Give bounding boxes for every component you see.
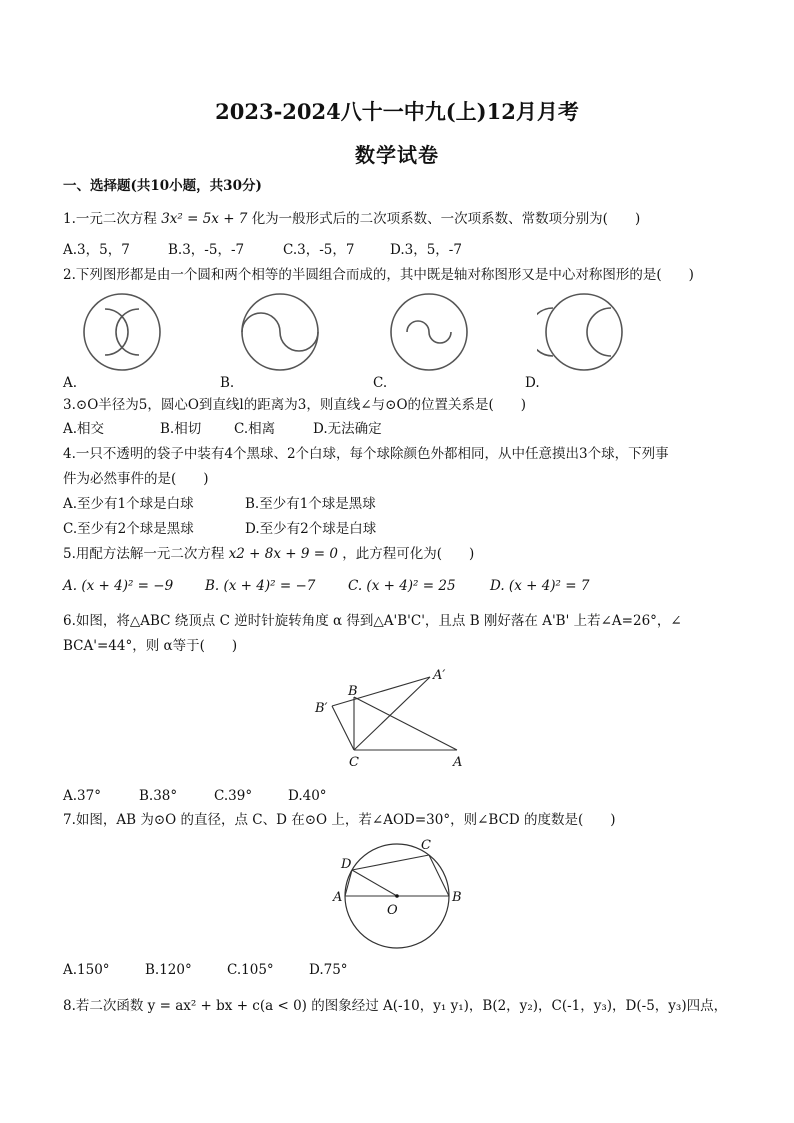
- q6-segment-b-a: [354, 697, 457, 750]
- question-6-line-2: BCA'=44°，则 α等于( ): [63, 638, 238, 654]
- q7-segment-cb: [429, 855, 449, 896]
- q5-option-b: B. (x + 4)² = −7: [205, 578, 316, 594]
- q7-option-a: A.150°: [63, 962, 110, 978]
- q7-segment-dc: [352, 855, 429, 870]
- question-4-line-1: 4.一只不透明的袋子中装有4个黑球、2个白球，每个球除颜色外都相同，从中任意摸出3个球，下列事: [63, 446, 669, 462]
- q5-suffix: ，此方程可化为( ): [342, 546, 475, 562]
- q1-option-c: C.3，-5，7: [283, 242, 355, 258]
- q1-equation: 3x² = 5x + 7: [161, 211, 248, 227]
- question-8: 8.若二次函数 y = ax² + bx + c(a < 0) 的图象经过 A(-10，y₁ y₁)，B(2，y₂)，C(-1，y₃)，D(-5，y₃)四点，: [63, 998, 728, 1014]
- q2-figure-c: [382, 292, 477, 372]
- q6-label-b: B: [348, 684, 358, 699]
- q5-equation: x2 + 8x + 9 = 0: [228, 546, 338, 562]
- question-5: [63, 545, 474, 563]
- q7-option-b: B.120°: [145, 962, 192, 978]
- question-4-line-2: 件为必然事件的是( ): [63, 471, 209, 487]
- exam-subtitle: 数学试卷: [355, 143, 439, 167]
- q7-segment-od: [352, 870, 397, 896]
- q6-label-c: C: [349, 755, 359, 770]
- q7-center-dot: [395, 894, 399, 898]
- q1-option-a: A.3，5，7: [63, 242, 130, 258]
- q7-option-c: C.105°: [227, 962, 274, 978]
- q1-prefix: 1.一元二次方程: [63, 211, 157, 227]
- q1-option-d: D.3，5，-7: [390, 242, 462, 258]
- q6-figure: [300, 664, 480, 774]
- exam-title: 2023-2024八十一中九(上)12月月考: [215, 99, 579, 124]
- q3-option-d: D.无法确定: [313, 421, 382, 437]
- q2-option-d: D.: [525, 375, 540, 391]
- question-3: 3.⊙O半径为5，圆心O到直线l的距离为3，则直线∠与⊙O的位置关系是( ): [63, 397, 527, 413]
- q4-option-c: C.至少有2个球是黑球: [63, 521, 194, 537]
- q7-label-c: C: [421, 838, 431, 853]
- q5-option-c: C. (x + 4)² = 25: [348, 578, 456, 594]
- q3-option-b: B.相切: [160, 421, 202, 437]
- q6-label-b-prime: B′: [315, 701, 328, 716]
- q2-option-c: C.: [373, 375, 388, 391]
- q7-option-d: D.75°: [309, 962, 348, 978]
- q6-label-a-prime: A′: [433, 668, 446, 683]
- question-2: 2.下列图形都是由一个圆和两个相等的半圆组合而成的，其中既是轴对称图形又是中心对称图形的是( ): [63, 267, 694, 283]
- q4-option-d: D.至少有2个球是白球: [245, 521, 377, 537]
- q5-prefix: 5.用配方法解一元二次方程: [63, 546, 225, 562]
- q4-option-b: B.至少有1个球是黑球: [245, 496, 376, 512]
- q7-label-o: O: [387, 903, 398, 918]
- section-heading: 一、选择题(共10小题，共30分): [63, 178, 262, 194]
- q7-label-d: D: [341, 857, 352, 872]
- q7-figure: [325, 834, 475, 954]
- q2-figure-b: [233, 292, 328, 372]
- q2-figure-a: [75, 292, 170, 372]
- q6-option-d: D.40°: [288, 788, 327, 804]
- q5-option-d: D. (x + 4)² = 7: [490, 578, 590, 594]
- q6-option-a: A.37°: [63, 788, 101, 804]
- q6-label-a: A: [453, 755, 463, 770]
- q1-option-b: B.3，-5，-7: [168, 242, 245, 258]
- q2-option-a: A.: [63, 375, 78, 391]
- q2-option-b: B.: [220, 375, 235, 391]
- q6-segment-b1-c: [332, 706, 354, 750]
- q3-option-c: C.相离: [234, 421, 276, 437]
- q3-option-a: A.相交: [63, 421, 105, 437]
- q6-option-c: C.39°: [214, 788, 253, 804]
- question-1: [63, 210, 640, 228]
- question-6-line-1: 6.如图，将△ABC 绕顶点 C 逆时针旋转角度 α 得到△A'B'C'，且点 B 刚好落在 A'B' 上若∠A=26°，∠: [63, 613, 682, 629]
- q2-figure-d: [537, 292, 632, 372]
- q4-option-a: A.至少有1个球是白球: [63, 496, 194, 512]
- q1-suffix: 化为一般形式后的二次项系数、一次项系数、常数项分别为( ): [251, 211, 641, 227]
- question-7: 7.如图，AB 为⊙O 的直径，点 C、D 在⊙O 上，若∠AOD=30°，则∠BCD 的度数是( ): [63, 812, 616, 828]
- q7-label-a: A: [333, 890, 343, 905]
- q5-option-a: A. (x + 4)² = −9: [63, 578, 174, 594]
- q7-label-b: B: [452, 890, 462, 905]
- q6-option-b: B.38°: [139, 788, 178, 804]
